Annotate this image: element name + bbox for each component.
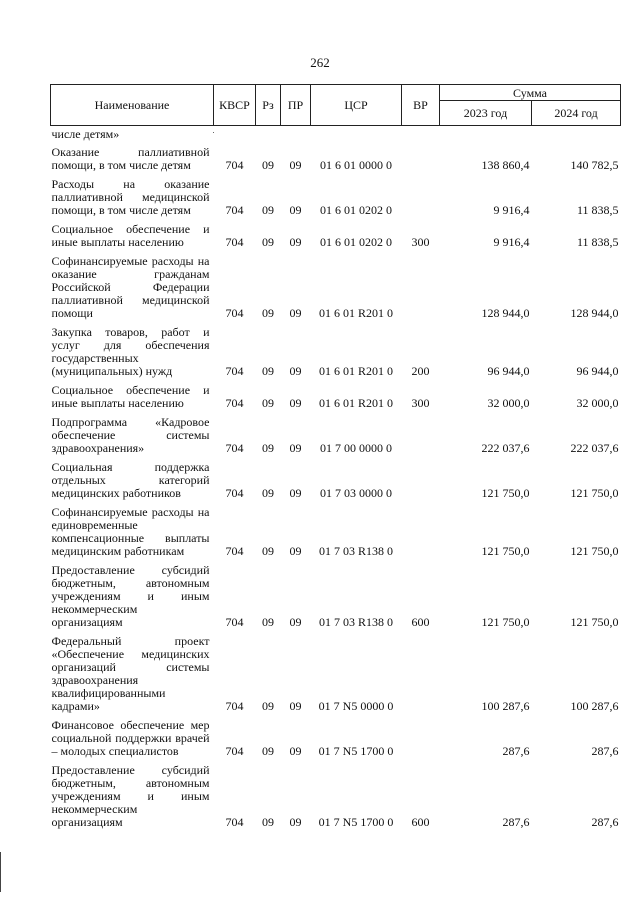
header-kvsr: КВСР: [214, 85, 256, 126]
row-sum-2023: 121 750,0: [481, 544, 530, 558]
row-csr: 01 6 01 R201 0: [318, 306, 393, 320]
table-row: [51, 458, 621, 503]
row-name: Софинансируемые расходы на единовременные компенсационные выплаты медицинским работникам: [51, 505, 210, 558]
row-rz: 09: [262, 203, 274, 217]
table-row: [51, 175, 621, 220]
row-csr: 01 6 01 0202 0: [320, 203, 392, 217]
header-csr: ЦСР: [311, 85, 402, 126]
row-pr: 09: [289, 203, 302, 217]
row-sum-2024: 222 037,6: [570, 441, 619, 455]
row-kvsr: 704: [225, 441, 244, 455]
row-pr: 09: [289, 235, 302, 249]
row-sum-2024: 32 000,0: [576, 396, 619, 410]
table-row: [51, 503, 621, 561]
row-rz: 09: [262, 364, 274, 378]
budget-table: [50, 84, 621, 832]
page-number: 262: [310, 55, 330, 70]
row-name: Социальное обеспечение и иные выплаты населению: [51, 383, 210, 410]
row-pr: 09: [289, 699, 302, 713]
header-rz: Рз: [256, 85, 281, 126]
row-rz: 09: [262, 396, 274, 410]
table-row: [51, 252, 621, 323]
row-csr: 01 7 03 0000 0: [320, 486, 392, 500]
row-sum-2023: 9 916,4: [493, 235, 530, 249]
row-csr: 01 6 01 R201 0: [318, 396, 393, 410]
header-name: Наименование: [51, 85, 214, 126]
row-vr: [402, 632, 440, 716]
row-name: Предоставление субсидий бюджетным, автономным учреждениям и иным некоммерческим организациям: [51, 563, 210, 629]
row-vr: 600: [411, 615, 430, 629]
row-rz: 09: [262, 158, 274, 172]
row-rz: 09: [262, 486, 274, 500]
table-row: [51, 561, 621, 632]
table-row: [51, 716, 621, 761]
table-row: [51, 323, 621, 381]
header-sum: Сумма: [440, 85, 621, 101]
table-row: [51, 761, 621, 832]
row-sum-2023: 138 860,4: [481, 158, 530, 172]
row-pr: 09: [289, 744, 302, 758]
row-pr: 09: [289, 158, 302, 172]
row-sum-2024: 121 750,0: [570, 486, 619, 500]
table-row: [51, 632, 621, 716]
row-sum-2024: 287,6: [591, 744, 619, 758]
table-row: [51, 220, 621, 252]
row-name: Софинансируемые расходы на оказание гражданам Российской Федерации паллиативной медицинской помощи: [51, 254, 210, 320]
row-kvsr: 704: [225, 744, 244, 758]
row-pr: 09: [289, 364, 302, 378]
row-vr: 300: [411, 396, 430, 410]
row-name: Социальная поддержка отдельных категорий медицинских работников: [51, 460, 210, 500]
row-vr: [402, 175, 440, 220]
row-kvsr: 704: [225, 815, 244, 829]
row-csr: 01 7 00 0000 0: [320, 441, 392, 455]
row-csr: 01 7 03 R138 0: [318, 544, 393, 558]
scan-dot: [213, 132, 214, 133]
row-sum-2023: 128 944,0: [481, 306, 530, 320]
table-row-continuation: [51, 126, 621, 144]
row-pr: 09: [289, 396, 302, 410]
row-kvsr: 704: [225, 486, 244, 500]
row-csr: 01 6 01 R201 0: [318, 364, 393, 378]
row-kvsr: 704: [225, 235, 244, 249]
row-sum-2024: 11 838,5: [576, 235, 619, 249]
row-sum-2024: 140 782,5: [570, 158, 619, 172]
row-name: Оказание паллиативной помощи, в том числе детям: [51, 145, 210, 172]
row-name: Предоставление субсидий бюджетным, автономным учреждениям и иным некоммерческим организациям: [51, 763, 210, 829]
header-year-2023: 2023 год: [440, 101, 532, 126]
row-sum-2023: 9 916,4: [493, 203, 530, 217]
row-name: Социальное обеспечение и иные выплаты населению: [51, 222, 210, 249]
table-row: [51, 381, 621, 413]
row-rz: 09: [262, 306, 274, 320]
row-sum-2024: 287,6: [591, 815, 619, 829]
row-vr: [402, 716, 440, 761]
row-sum-2024: 96 944,0: [576, 364, 619, 378]
header-vr: ВР: [402, 85, 440, 126]
row-sum-2023: 96 944,0: [487, 364, 530, 378]
table-row: [51, 413, 621, 458]
row-pr: 09: [289, 441, 302, 455]
row-csr: 01 7 N5 1700 0: [318, 815, 394, 829]
row-pr: 09: [289, 815, 302, 829]
row-sum-2024: 128 944,0: [570, 306, 619, 320]
table-row: [51, 143, 621, 175]
row-sum-2023: 32 000,0: [487, 396, 530, 410]
row-vr: [402, 503, 440, 561]
row-vr: 200: [411, 364, 430, 378]
row-sum-2024: 100 287,6: [570, 699, 619, 713]
row-kvsr: 704: [225, 615, 244, 629]
row-kvsr: 704: [225, 306, 244, 320]
header-year-2024: 2024 год: [532, 101, 621, 126]
row-sum-2023: 222 037,6: [481, 441, 530, 455]
row-pr: 09: [289, 486, 302, 500]
row-kvsr: 704: [225, 364, 244, 378]
scan-edge-mark: [0, 852, 1, 892]
row-csr: 01 6 01 0000 0: [320, 158, 392, 172]
row-kvsr: 704: [225, 699, 244, 713]
row-rz: 09: [262, 235, 274, 249]
continuation-text: числе детям»: [51, 127, 120, 141]
row-pr: 09: [289, 615, 302, 629]
row-rz: 09: [262, 441, 274, 455]
row-name: Расходы на оказание паллиативной медицинской помощи, в том числе детям: [51, 177, 210, 217]
row-sum-2024: 121 750,0: [570, 544, 619, 558]
row-kvsr: 704: [225, 203, 244, 217]
row-sum-2024: 121 750,0: [570, 615, 619, 629]
row-sum-2023: 121 750,0: [481, 486, 530, 500]
row-rz: 09: [262, 544, 274, 558]
table-body: [51, 126, 621, 833]
budget-table-container: [50, 84, 620, 832]
row-sum-2023: 287,6: [502, 744, 530, 758]
row-sum-2023: 287,6: [502, 815, 530, 829]
row-kvsr: 704: [225, 544, 244, 558]
row-vr: 600: [411, 815, 430, 829]
row-name: Закупка товаров, работ и услуг для обеспечения государственных (муниципальных) нужд: [51, 325, 210, 378]
row-pr: 09: [289, 544, 302, 558]
row-vr: [402, 252, 440, 323]
header-pr: ПР: [281, 85, 311, 126]
row-pr: 09: [289, 306, 302, 320]
table-header: [51, 85, 621, 126]
row-vr: [402, 458, 440, 503]
row-sum-2023: 100 287,6: [481, 699, 530, 713]
row-name: Подпрограмма «Кадровое обеспечение системы здравоохранения»: [51, 415, 210, 455]
row-rz: 09: [262, 815, 274, 829]
row-kvsr: 704: [225, 396, 244, 410]
row-csr: 01 7 N5 1700 0: [318, 744, 394, 758]
row-name: Федеральный проект «Обеспечение медицинских организаций системы здравоохранения квалифицированными кадрами»: [51, 634, 210, 713]
row-vr: [402, 413, 440, 458]
row-rz: 09: [262, 615, 274, 629]
row-csr: 01 6 01 0202 0: [320, 235, 392, 249]
row-vr: [402, 143, 440, 175]
row-sum-2024: 11 838,5: [576, 203, 619, 217]
row-csr: 01 7 N5 0000 0: [318, 699, 394, 713]
row-name: Финансовое обеспечение мер социальной поддержки врачей – молодых специалистов: [51, 718, 210, 758]
row-rz: 09: [262, 744, 274, 758]
row-rz: 09: [262, 699, 274, 713]
row-vr: 300: [411, 235, 430, 249]
row-csr: 01 7 03 R138 0: [318, 615, 393, 629]
row-kvsr: 704: [225, 158, 244, 172]
row-sum-2023: 121 750,0: [481, 615, 530, 629]
